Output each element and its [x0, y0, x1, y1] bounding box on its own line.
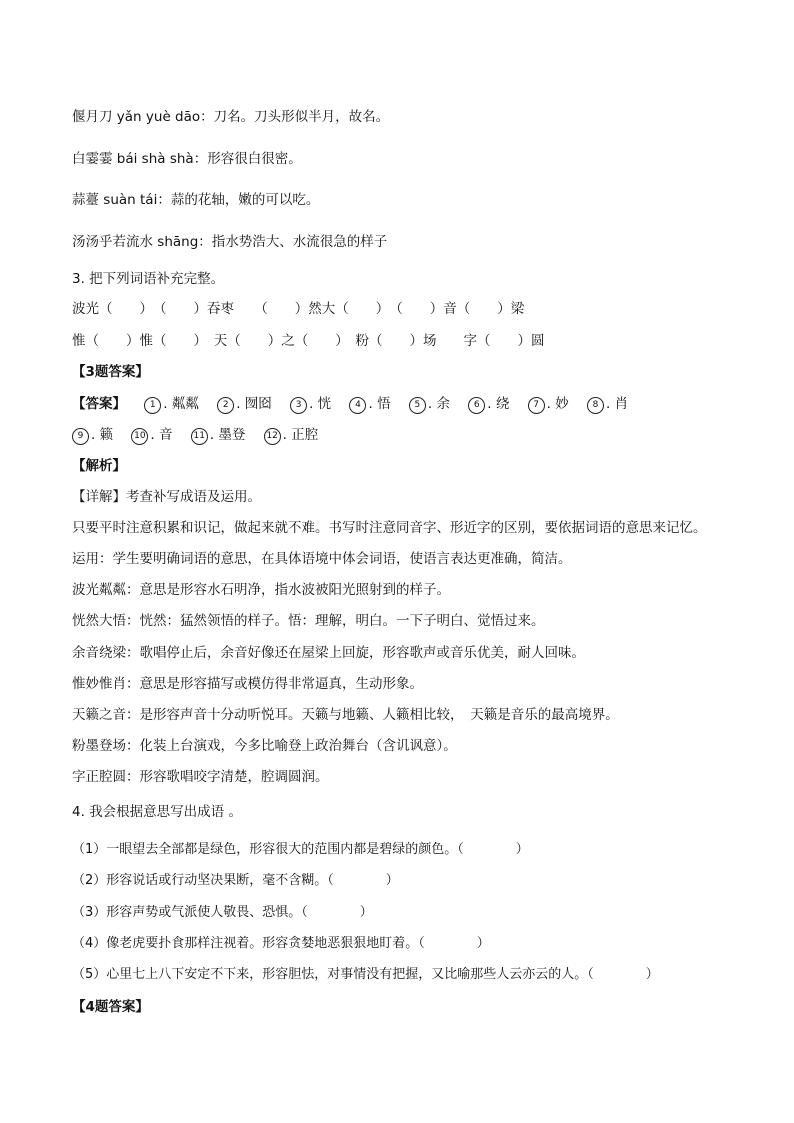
answer-item: 12 . 正腔: [264, 426, 319, 445]
question-4-item: （1）一眼望去全部都是绿色，形容很大的范围内都是碧绿的颜色。（ ）: [72, 842, 529, 857]
question-3-row-1: 波光（ ） （ ）吞枣 （ ）然大（ ） （ ）音（ ）梁: [72, 301, 525, 317]
circled-number: 9: [72, 428, 89, 445]
answer-text: 囫囵: [244, 396, 272, 412]
circled-number: 6: [468, 397, 485, 414]
answer-item: 2 . 囫囵: [217, 395, 272, 414]
circled-number: 4: [349, 397, 366, 414]
circled-number: 12: [264, 428, 281, 445]
answer-text: 音: [158, 427, 173, 443]
answer-text: 余: [436, 396, 450, 412]
answer-3-row-1: [72, 395, 628, 414]
answer-text: 肖: [614, 396, 629, 412]
answer-item: 11 . 墨登: [191, 426, 246, 445]
explanation-line: 惟妙惟肖：意思是形容描写或模仿得非常逼真，生动形象。: [72, 676, 423, 692]
answer-text: 籁: [99, 427, 114, 443]
answer-item: 10 . 音: [131, 426, 172, 445]
question-4-item: （2）形容说话或行动坚决果断，毫不含糊。（ ）: [72, 873, 399, 888]
explanation-line: 波光粼粼：意思是形容水石明净，指水波被阳光照射到的样子。: [72, 582, 450, 598]
answer-item: 9 . 籁: [72, 427, 113, 443]
question-4-title: 4. 我会根据意思写出成语 。: [72, 804, 242, 820]
circled-number: 10: [131, 428, 148, 445]
circled-number: 11: [191, 428, 208, 445]
detail-heading: 【详解】考查补写成语及运用。: [72, 489, 261, 505]
circled-number: 3: [290, 397, 307, 414]
glossary-line: 蒜薹 suàn tái：蒜的花轴，嫩的可以吃。: [72, 192, 320, 208]
answer-item: 6 . 绕: [468, 395, 509, 414]
circled-number: 1: [144, 397, 161, 414]
answer-text: 粼粼: [171, 396, 199, 412]
answer-item: 8 . 肖: [587, 395, 628, 414]
answer-3-header: 【3题答案】: [72, 364, 149, 380]
answer-label: 【答案】: [72, 396, 126, 412]
explanation-line: 粉墨登场：化装上台演戏，今多比喻登上政治舞台（含讥讽意）。: [72, 738, 457, 754]
circled-number: 8: [587, 397, 604, 414]
answer-item: 5 . 余: [409, 395, 450, 414]
explanation-line: 余音绕梁：歌唱停止后，余音好像还在屋梁上回旋，形容歌声或音乐优美，耐人回味。: [72, 645, 585, 661]
answer-4-header: 【4题答案】: [72, 999, 149, 1015]
answer-item: 4 . 悟: [349, 395, 390, 414]
circled-number: 2: [217, 397, 234, 414]
glossary-line: 白霎霎 bái shà shà：形容很白很密。: [72, 151, 302, 167]
answer-text: 悟: [377, 396, 391, 412]
explanation-line: 运用：学生要明确词语的意思，在具体语境中体会词语，使语言表达更准确，简洁。: [72, 551, 572, 567]
answer-item: 3 . 恍: [290, 395, 331, 414]
glossary-line: 偃月刀 yǎn yuè dāo：刀名。刀头形似半月，故名。: [72, 109, 390, 125]
glossary-line: 汤汤乎若流水 shāng：指水势浩大、水流很急的样子: [72, 234, 388, 250]
answer-item: 1 . 粼粼: [144, 395, 199, 414]
answer-text: 正腔: [291, 427, 319, 443]
answer-3-row-2: [72, 426, 318, 445]
explanation-line: 字正腔圆：形容歌唱咬字清楚，腔调圆润。: [72, 769, 329, 785]
question-4-item: （4）像老虎要扑食那样注视着。形容贪婪地恶狠狠地盯着。（ ）: [72, 936, 490, 951]
question-3-title: 3. 把下列词语补充完整。: [72, 271, 225, 287]
answer-text: 绕: [495, 396, 510, 412]
circled-number: 5: [409, 397, 426, 414]
question-3-row-2: 惟（ ）惟（ ） 天（ ）之（ ） 粉（ ）场 字（ ）圆: [72, 333, 545, 349]
explanation-line: 天籁之音：是形容声音十分动听悦耳。天籁与地籁、人籁相比较， 天籁是音乐的最高境界。: [72, 707, 619, 723]
circled-number: 7: [528, 397, 545, 414]
answer-text: 墨登: [218, 427, 246, 443]
answer-text: 妙: [555, 396, 569, 412]
question-4-item: （3）形容声势或气派使人敬畏、恐惧。（ ）: [72, 905, 373, 920]
answer-item: 7 . 妙: [528, 395, 569, 414]
answer-text: 恍: [317, 396, 332, 412]
question-4-item: （5）心里七上八下安定不下来，形容胆怯，对事情没有把握，又比喻那些人云亦云的人。（ ）: [72, 967, 659, 982]
explanation-line: 恍然大悟：恍然：猛然领悟的样子。悟：理解，明白。一下子明白、觉悟过来。: [72, 613, 545, 629]
explanation-line: 只要平时注意积累和识记，做起来就不难。书写时注意同音字、形近字的区别，要依据词语的意思来记忆。: [72, 520, 707, 536]
analysis-header: 【解析】: [72, 458, 126, 474]
